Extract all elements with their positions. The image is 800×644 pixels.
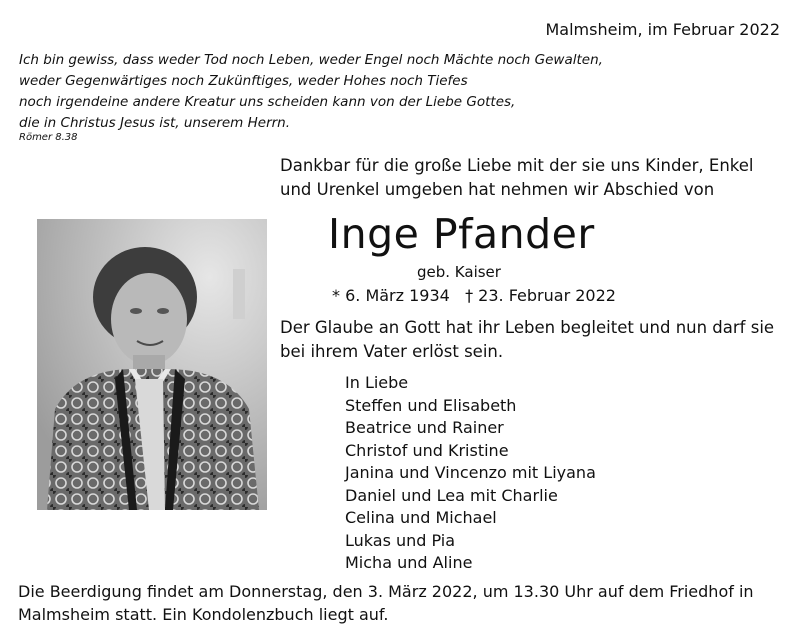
funeral-notice: Die Beerdigung findet am Donnerstag, den 3. März 2022, um 13.30 Uhr auf dem Friedhof in Malmsheim statt. Ein Kondolenzbuch liegt auf.	[18, 582, 754, 624]
faith-text: Der Glaube an Gott hat ihr Leben begleitet und nun darf sie bei ihrem Vater erlöst sein.	[280, 318, 775, 361]
mourner-line: Micha und Aline	[345, 553, 473, 572]
death-date: † 23. Februar 2022	[465, 286, 616, 305]
mourner-line: Steffen und Elisabeth	[345, 395, 517, 415]
mourner-line: Janina und Vincenzo mit Liyana	[345, 463, 596, 482]
portrait-photo	[37, 219, 267, 510]
birth-date: * 6. März 1934	[332, 286, 450, 305]
deceased-name: Inge Pfander	[328, 210, 595, 258]
mourner-line: Lukas und Pia	[345, 530, 456, 550]
mourner-line: Celina und Michael	[345, 508, 497, 527]
verse-line: Ich bin gewiss, dass weder Tod noch Leben, weder Engel noch Mächte noch Gewalten,	[19, 52, 603, 68]
portrait-image	[37, 219, 267, 510]
bible-verse	[19, 50, 603, 134]
verse-line: weder Gegenwärtiges noch Zukünftiges, weder Hohes noch Tiefes	[19, 73, 468, 89]
mourner-line: Daniel und Lea mit Charlie	[345, 485, 558, 505]
verse-line: noch irgendeine andere Kreatur uns scheiden kann von der Liebe Gottes,	[19, 94, 516, 110]
verse-line: die in Christus Jesus ist, unserem Herrn.	[19, 115, 291, 131]
intro-text: Dankbar für die große Liebe mit der sie uns Kinder, Enkel und Urenkel umgeben hat nehmen wir Abschied von	[280, 156, 754, 199]
life-dates	[332, 286, 616, 305]
verse-reference: Römer 8.38	[19, 132, 78, 143]
place-date: Malmsheim, im Februar 2022	[545, 20, 780, 39]
mourner-line: Christof und Kristine	[345, 440, 509, 460]
mourners-list	[345, 372, 596, 575]
mourner-line: Beatrice und Rainer	[345, 418, 504, 437]
maiden-name: geb. Kaiser	[417, 263, 501, 281]
mourner-line: In Liebe	[345, 373, 409, 392]
